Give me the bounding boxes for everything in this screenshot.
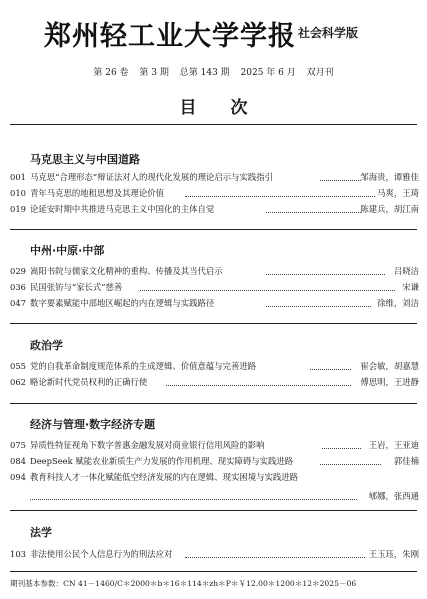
- dot-leader: [320, 180, 361, 181]
- entry-title: 教育科技人才一体化赋能低空经济发展的内在逻辑、现实困境与实践进路: [30, 472, 298, 482]
- entry-title: 略论新时代党员权利的正确行使: [30, 377, 148, 387]
- header-rule: [10, 124, 417, 125]
- entry-authors: 崔会敏，胡嘉慧: [360, 361, 419, 371]
- toc-entry[interactable]: [0, 187, 427, 200]
- toc-title: 目 次: [179, 98, 262, 118]
- toc-entry[interactable]: [0, 548, 427, 561]
- entry-page: 010: [10, 188, 26, 198]
- section-rule: [10, 403, 417, 404]
- issue-total: 总第 143 期: [179, 68, 230, 78]
- entry-title: DeepSeek 赋能农业新质生产力发展的作用机理、现实障碍与实践进路: [30, 456, 294, 466]
- entry-page: 001: [10, 172, 26, 182]
- entry-authors: 王岩，王亚迪: [368, 440, 419, 450]
- entry-authors: 陈建兵，胡江南: [360, 204, 419, 214]
- toc-entry[interactable]: [0, 471, 427, 484]
- journal-parameters: 期刊基本参数：CN 41－1460/C＊2000＊b＊16＊114＊zh＊P＊￥12.00＊1200＊12＊2025－06: [10, 579, 357, 588]
- entry-title: 嵩阳书院与儒家文化精神的重构、传播及其当代启示: [30, 266, 223, 276]
- entry-page: 047: [10, 298, 26, 308]
- entry-page: 019: [10, 204, 26, 214]
- section-rule: [10, 510, 417, 511]
- journal-title: 郑州轻工业大学学报: [44, 21, 296, 52]
- section-title: 政治学: [30, 339, 63, 352]
- dot-leader: [320, 464, 381, 465]
- entry-authors: 郭佳楠: [393, 456, 419, 466]
- entry-title: 论延安时期中共推进马克思主义中国化的主体自觉: [30, 204, 215, 214]
- entry-authors: 马爽，王琦: [377, 188, 419, 198]
- dot-leader: [310, 369, 351, 370]
- section-rule: [10, 229, 417, 230]
- entry-title: 异质性特征视角下数字普惠金融发展对商业银行信用风险的影响: [30, 440, 265, 450]
- toc-entry[interactable]: [0, 265, 427, 278]
- dot-leader: [185, 196, 375, 197]
- entry-page: 036: [10, 282, 26, 292]
- dot-leader: [30, 499, 357, 500]
- edition-label: 社会科学版: [298, 26, 359, 40]
- section-title: 马克思主义与中国道路: [30, 153, 140, 166]
- dot-leader: [140, 290, 395, 291]
- entry-authors: 傅思明，王进静: [360, 377, 419, 387]
- issue-date: 2025 年 6 月: [240, 68, 296, 78]
- dot-leader: [266, 212, 361, 213]
- entry-authors: 邹海贵，谭雅佳: [360, 172, 419, 182]
- toc-entry-continuation: [0, 490, 427, 503]
- issue-volume: 第 26 卷: [93, 68, 129, 78]
- dot-leader: [266, 306, 371, 307]
- toc-entry[interactable]: [0, 360, 427, 373]
- entry-page: 103: [10, 549, 26, 559]
- entry-page: 094: [10, 472, 26, 482]
- entry-title: 马克思“合理形态”辩证法对人的现代化发展的理论启示与实践指引: [30, 172, 274, 182]
- issue-number: 第 3 期: [139, 68, 169, 78]
- entry-page: 075: [10, 440, 26, 450]
- issue-info: [0, 65, 427, 78]
- toc-entry[interactable]: [0, 455, 427, 468]
- toc-entry[interactable]: [0, 203, 427, 216]
- toc-entry[interactable]: [0, 439, 427, 452]
- entry-authors: 王玉珏，朱刚: [368, 549, 419, 559]
- entry-page: 084: [10, 456, 26, 466]
- masthead: [0, 10, 427, 50]
- section-title: 经济与管理·数字经济专题: [30, 418, 156, 431]
- entry-title: 非法使用公民个人信息行为的刑法应对: [30, 549, 173, 559]
- entry-authors: 吕晓洁: [393, 266, 419, 276]
- toc-entry[interactable]: [0, 376, 427, 389]
- section-title: 法学: [30, 526, 52, 539]
- dot-leader: [185, 557, 365, 558]
- issue-frequency: 双月刊: [306, 68, 334, 78]
- entry-page: 029: [10, 266, 26, 276]
- toc-entry[interactable]: [0, 171, 427, 184]
- section-title: 中州·中原·中部: [30, 244, 105, 257]
- toc-entry[interactable]: [0, 281, 427, 294]
- entry-title: 民国张钫与“家长式”慈善: [30, 282, 123, 292]
- entry-authors: 郇娜，张西通: [368, 491, 419, 501]
- toc-entry[interactable]: [0, 297, 427, 310]
- section-rule: [10, 323, 417, 324]
- entry-authors: 徐维，刘洁: [377, 298, 419, 308]
- entry-title: 党的自我革命制度规范体系的生成逻辑、价值意蕴与完善进路: [30, 361, 257, 371]
- dot-leader: [166, 385, 351, 386]
- footer-rule: [10, 571, 417, 572]
- dot-leader: [322, 448, 361, 449]
- entry-title: 数字要素赋能中部地区崛起的内在逻辑与实践路径: [30, 298, 215, 308]
- entry-title: 青年马克思的地租思想及其理论价值: [30, 188, 164, 198]
- entry-authors: 宋谦: [402, 282, 419, 292]
- dot-leader: [266, 274, 385, 275]
- entry-page: 062: [10, 377, 26, 387]
- entry-page: 055: [10, 361, 26, 371]
